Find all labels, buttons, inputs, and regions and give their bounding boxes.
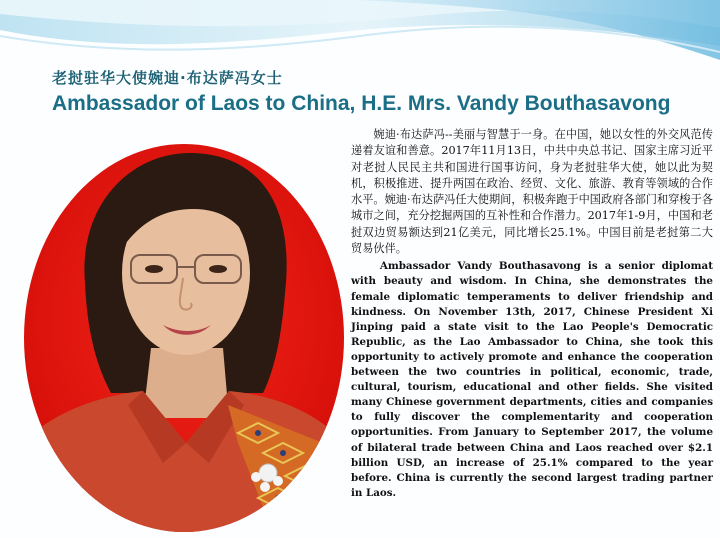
article-text [351, 127, 713, 501]
english-paragraph: Ambassador Vandy Bouthasavong is a senior diplomat with beauty and wisdom. In China, she demonstrates the female diplomatic temperaments to deliver friendship and kindness. On November 13th, 2017, Chinese President Xi Jinping paid a state visit to the Lao People's Democratic Republic, as the Lao Ambassador to China, she took this opportunity to actively promote and enhance the cooperation between the two countries in political, economic, trade, cultural, tourism, educational and other fields. She visited many Chinese government departments, cities and companies to fully discover the complementarity and cooperation opportunities. From January to September 2017, the volume of bilateral trade between China and Laos reached over $2.1 billion USD, an increase of 25.1% compared to the year before. China is currently the second largest trading partner in Laos. [351, 260, 713, 499]
ambassador-portrait [23, 143, 345, 533]
title-english: Ambassador of Laos to China, H.E. Mrs. Vandy Bouthasavong [52, 92, 671, 115]
chinese-paragraph: 婉迪·布达萨冯--美丽与智慧于一身。在中国，她以女性的外交风范传递着友谊和善意。2017年11月13日，中共中央总书记、国家主席习近平对老挝人民民主共和国进行国事访问，身为老挝驻华大使，她以此为契机，积极推进、提升两国在政治、经贸、文化、旅游、教育等领域的合作水平。婉迪·布达萨冯任大使期间，积极奔跑于中国政府各部门和穿梭于各城市之间，充分挖掘两国的互补性和合作潜力。2017年1-9月，中国和老挝双边贸易额达到21亿美元，同比增长25.1%。中国目前是老挝第二大贸易伙伴。 [351, 128, 713, 256]
title-chinese: 老挝驻华大使婉迪·布达萨冯女士 [52, 69, 283, 87]
